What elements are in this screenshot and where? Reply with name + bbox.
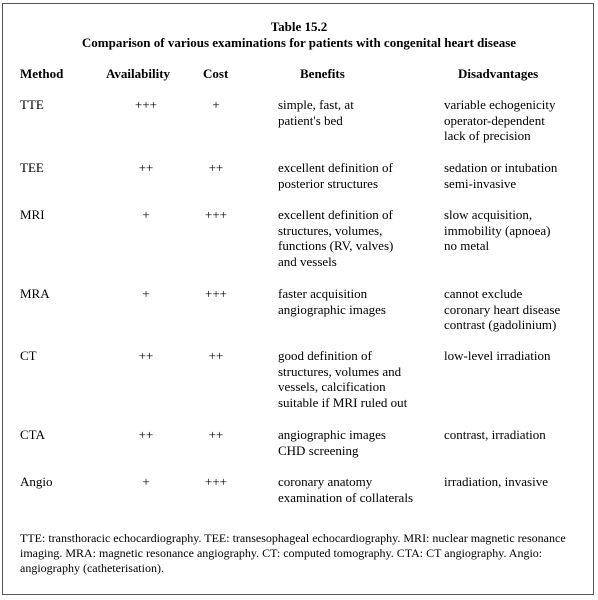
table-cell-availability: ++ <box>138 427 154 442</box>
table-cell-benefits: good definition of structures, volumes and vessels, calcification suitable if MRI ruled out <box>278 348 408 410</box>
table-cell-method: Angio <box>20 474 53 489</box>
table-cell-cost: + <box>212 97 220 112</box>
table-footnote: TTE: transthoracic echocardiography. TEE: transesophageal echocardiography. MRI: nuclear magnetic resonance imaging. MRA: magnetic resonance angiography. CT: computed tomography. CTA: CT angiography. Angio: angiography (catheterisation). <box>20 531 566 575</box>
column-header-cost: Cost <box>203 66 229 81</box>
table-cell-availability: + <box>142 474 150 489</box>
table-cell-method: MRA <box>20 286 50 301</box>
table-cell-benefits: faster acquisition angiographic images <box>278 286 386 317</box>
table-cell-availability: + <box>142 207 150 222</box>
column-header-benefits: Benefits <box>300 66 345 81</box>
table-cell-benefits: excellent definition of structures, volumes, functions (RV, valves) and vessels <box>278 207 394 269</box>
table-cell-disadvantages: low-level irradiation <box>444 348 551 363</box>
table-cell-benefits: excellent definition of posterior structures <box>278 160 393 191</box>
table-cell-cost: +++ <box>205 286 227 301</box>
table-cell-benefits: simple, fast, at patient's bed <box>278 97 354 128</box>
table-cell-cost: ++ <box>208 348 224 363</box>
table-title: Table 15.2 <box>270 19 328 34</box>
table-cell-method: CTA <box>20 427 45 442</box>
table-cell-availability: +++ <box>135 97 157 112</box>
table-cell-availability: ++ <box>138 348 154 363</box>
table-cell-cost: ++ <box>208 160 224 175</box>
table-cell-cost: +++ <box>205 207 227 222</box>
table-cell-availability: + <box>142 286 150 301</box>
table-cell-disadvantages: contrast, irradiation <box>444 427 546 442</box>
table-cell-disadvantages: slow acquisition, immobility (apnoea) no metal <box>444 207 551 254</box>
column-header-availability: Availability <box>106 66 171 81</box>
table-cell-cost: ++ <box>208 427 224 442</box>
table-cell-method: TTE <box>20 97 44 112</box>
table-cell-disadvantages: sedation or intubation semi-invasive <box>444 160 558 191</box>
table-cell-benefits: angiographic images CHD screening <box>278 427 386 458</box>
table-cell-method: MRI <box>20 207 45 222</box>
table-cell-disadvantages: variable echogenicity operator-dependent lack of precision <box>444 97 556 144</box>
table-cell-availability: ++ <box>138 160 154 175</box>
column-header-disadvantages: Disadvantages <box>458 66 539 81</box>
column-header-method: Method <box>20 66 64 81</box>
table-cell-benefits: coronary anatomy examination of collaterals <box>278 474 414 505</box>
table-cell-disadvantages: cannot exclude coronary heart disease contrast (gadolinium) <box>444 286 561 333</box>
table-cell-method: CT <box>20 348 37 363</box>
table-subtitle: Comparison of various examinations for patients with congenital heart disease <box>81 35 517 50</box>
table-cell-cost: +++ <box>205 474 227 489</box>
table-cell-disadvantages: irradiation, invasive <box>444 474 548 489</box>
table-cell-method: TEE <box>20 160 44 175</box>
